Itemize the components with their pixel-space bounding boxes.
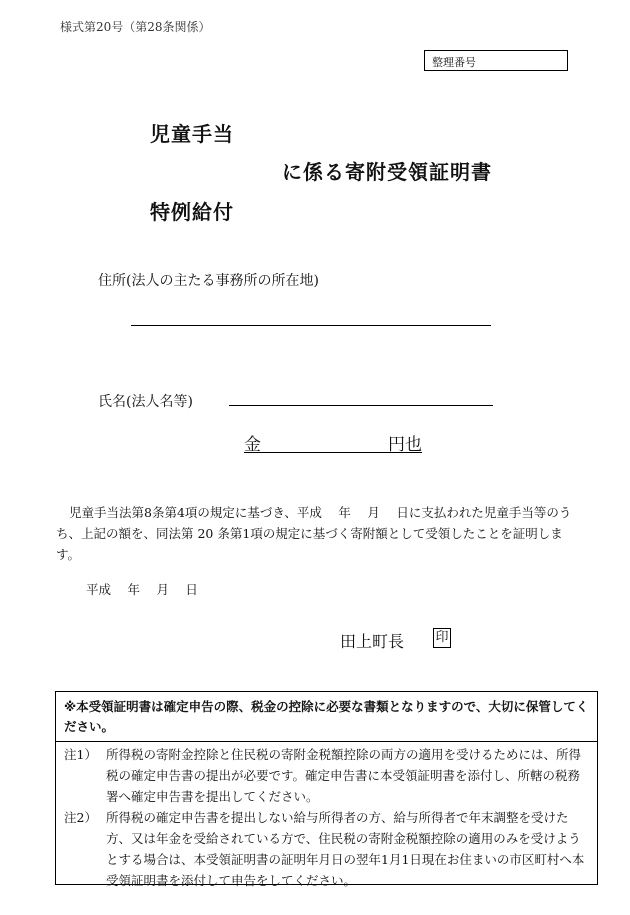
note-label: 注2） bbox=[64, 810, 97, 825]
name-label: 氏名(法人名等) bbox=[98, 394, 193, 410]
address-field[interactable] bbox=[131, 325, 491, 326]
reference-number-box[interactable] bbox=[424, 50, 568, 71]
notice-box bbox=[55, 691, 598, 888]
reference-number-label: 整理番号 bbox=[432, 56, 476, 69]
seal-mark: 印 bbox=[433, 628, 451, 648]
title-line-1: 児童手当 bbox=[150, 122, 234, 146]
amount-field[interactable] bbox=[244, 430, 422, 453]
title-line-2: に係る寄附受領証明書 bbox=[282, 160, 492, 184]
name-field[interactable] bbox=[229, 405, 493, 406]
amount-suffix: 円也 bbox=[388, 435, 422, 455]
note-label: 注1） bbox=[64, 747, 97, 762]
address-label: 住所(法人の主たる事務所の所在地) bbox=[98, 273, 319, 289]
form-number: 様式第20号（第28条関係） bbox=[60, 20, 211, 34]
note-item bbox=[56, 807, 597, 891]
title-line-3: 特例給付 bbox=[150, 200, 234, 224]
issue-date: 平成 年 月 日 bbox=[86, 582, 198, 597]
note-text: 所得税の確定申告書を提出しない給与所得者の方、給与所得者で年末調整を受けた方、又は年金を受給されている方で、住民税の寄附金税額控除の適用のみを受けようとする場合は、本受領証明書の証明年月日の翌年1月1日現在お住まいの市区町村へ本受領証明書を添付して申告をしてください。 bbox=[106, 810, 585, 888]
note-item bbox=[56, 742, 597, 807]
note-text: 所得税の寄附金控除と住民税の寄附金税額控除の両方の適用を受けるためには、所得税の確定申告書の提出が必要です。確定申告書に本受領証明書を添付し、所轄の税務署へ確定申告書を提出してください。 bbox=[106, 747, 582, 804]
certification-text: 児童手当法第8条第4項の規定に基づき、平成 年 月 日に支払われた児童手当等のうち、上記の額を、同法第 20 条第1項の規定に基づく寄附額として受領したことを証明します。 bbox=[56, 505, 572, 562]
amount-prefix: 金 bbox=[244, 435, 261, 455]
notice-heading: ※本受領証明書は確定申告の際、税金の控除に必要な書類となりますので、大切に保管してください。 bbox=[56, 692, 597, 742]
mayor-name: 田上町長 bbox=[340, 632, 405, 651]
